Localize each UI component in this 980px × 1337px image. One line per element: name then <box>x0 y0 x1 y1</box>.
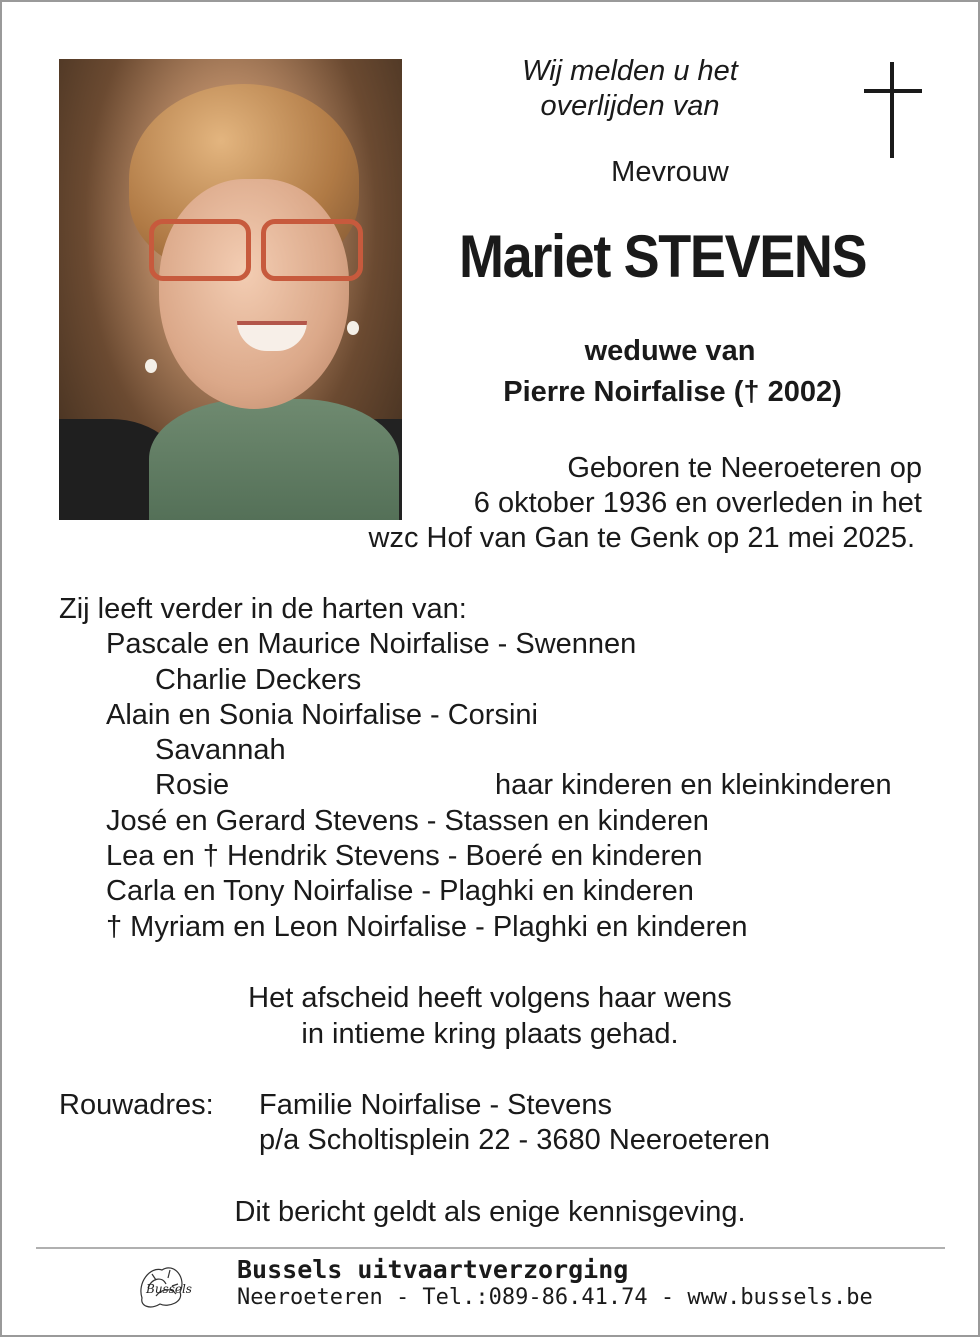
birth-line-3: wzc Hof van Gan te Genk op 21 mei 2025. <box>368 522 915 554</box>
deceased-name: Mariet STEVENS <box>459 223 867 290</box>
survivor-line: † Myriam en Leon Noirfalise - Plaghki en kinderen <box>106 911 748 943</box>
cross-icon <box>864 62 922 158</box>
birth-line-2: 6 oktober 1936 en overleden in het <box>473 487 922 519</box>
company-contact: Neeroeteren - Tel.:089-86.41.74 - www.bussels.be <box>237 1285 873 1310</box>
address-label: Rouwadres: <box>59 1089 214 1121</box>
survivor-line: José en Gerard Stevens - Stassen en kinderen <box>106 805 709 837</box>
survivor-line: Pascale en Maurice Noirfalise - Swennen <box>106 628 637 660</box>
footer-divider <box>36 1247 945 1249</box>
survivor-line: Lea en † Hendrik Stevens - Boeré en kinderen <box>106 840 703 872</box>
farewell-line-1: Het afscheid heeft volgens haar wens <box>248 982 732 1014</box>
survivor-line: Charlie Deckers <box>155 664 362 696</box>
svg-text:Bussels: Bussels <box>146 1282 192 1296</box>
address-line-1: Familie Noirfalise - Stevens <box>259 1089 612 1121</box>
survivor-line: Carla en Tony Noirfalise - Plaghki en kinderen <box>106 875 694 907</box>
survivor-line: Alain en Sonia Noirfalise - Corsini <box>106 699 538 731</box>
notice: Dit bericht geldt als enige kennisgeving. <box>234 1196 746 1228</box>
spouse-line-1: weduwe van <box>584 335 756 367</box>
portrait-photo <box>59 59 402 520</box>
birth-line-1: Geboren te Neeroeteren op <box>567 452 922 484</box>
intro-line-2: overlijden van <box>540 90 720 122</box>
survivor-line: Rosie <box>155 769 230 801</box>
survivor-line: Savannah <box>155 734 286 766</box>
bussels-logo <box>132 1258 192 1312</box>
address-line-2: p/a Scholtisplein 22 - 3680 Neeroeteren <box>259 1124 771 1156</box>
survivors-heading: Zij leeft verder in de harten van: <box>59 593 467 625</box>
survivors-group-label: haar kinderen en kleinkinderen <box>495 769 892 801</box>
farewell-line-2: in intieme kring plaats gehad. <box>301 1018 679 1050</box>
spouse-line-2: Pierre Noirfalise († 2002) <box>503 376 842 408</box>
intro-line-1: Wij melden u het <box>522 55 738 87</box>
title: Mevrouw <box>611 156 729 188</box>
company-name: Bussels uitvaartverzorging <box>237 1255 629 1284</box>
